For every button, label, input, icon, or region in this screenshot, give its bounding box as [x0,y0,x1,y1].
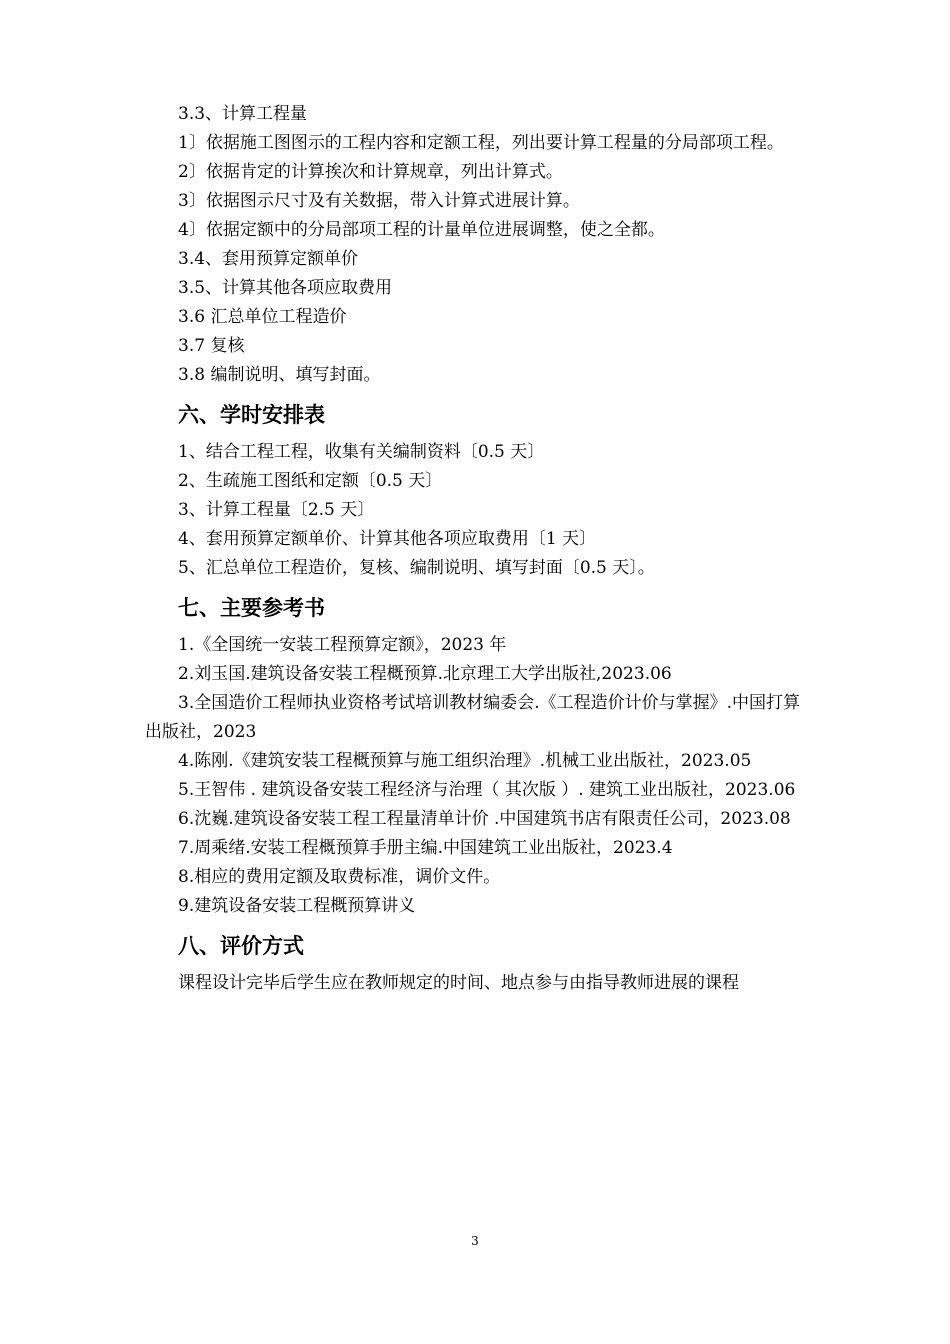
reference-item: 1.《全国统一安装工程预算定额》，2023 年 [178,635,507,655]
reference-item: 5.王智伟 . 建筑设备安装工程经济与治理（ 其次版 ）. 建筑工业出版社，2023.06 [178,780,796,800]
reference-item: 3.全国造价工程师执业资格考试培训教材编委会.《工程造价计价与掌握》.中国打算出版社，2023 [145,693,801,742]
section-title-evaluation: 八、评价方式 [178,934,304,958]
document-page [145,100,810,998]
reference-item: 6.沈巍.建筑设备安装工程工程量清单计价 .中国建筑书店有限责任公司，2023.08 [178,809,791,829]
evaluation-text: 课程设计完毕后学生应在教师规定的时间、地点参与由指导教师进展的课程 [178,973,739,993]
schedule-item: 4、套用预算定额单价、计算其他各项应取费用〔1 天〕 [178,529,597,549]
step-item: 3〕依据图示尺寸及有关数据，带入计算式进展计算。 [178,191,580,211]
reference-item: 8.相应的费用定额及取费标准，调价文件。 [178,867,501,887]
reference-item: 9.建筑设备安装工程概预算讲义 [178,896,416,916]
schedule-item: 5、汇总单位工程造价，复核、编制说明、填写封面〔0.5 天〕。 [178,558,655,578]
section-title-schedule: 六、学时安排表 [178,403,325,427]
reference-item: 2.刘玉国.建筑设备安装工程概预算.北京理工大学出版社,2023.06 [178,664,672,684]
reference-item: 7.周乘绪.安装工程概预算手册主编.中国建筑工业出版社，2023.4 [178,838,673,858]
subsection-step: 3.6 汇总单位工程造价 [178,307,347,327]
subsection-step: 3.8 编制说明、填写封面。 [178,365,381,385]
subsection-heading: 3.3、计算工程量 [178,104,308,124]
page-number: 3 [471,1234,479,1248]
section-title-references: 七、主要参考书 [178,596,325,620]
schedule-item: 2、生疏施工图纸和定额〔0.5 天〕 [178,471,443,491]
subsection-step: 3.4、套用预算定额单价 [178,249,359,269]
schedule-item: 3、计算工程量〔2.5 天〕 [178,500,375,520]
step-item: 2〕依据肯定的计算挨次和计算规章，列出计算式。 [178,162,563,182]
subsection-step: 3.5、计算其他各项应取费用 [178,278,393,298]
schedule-item: 1、结合工程工程，收集有关编制资料〔0.5 天〕 [178,442,545,462]
reference-item: 4.陈刚.《建筑安装工程概预算与施工组织治理》.机械工业出版社，2023.05 [178,751,752,771]
subsection-step: 3.7 复核 [178,336,245,356]
step-item: 1〕依据施工图图示的工程内容和定额工程，列出要计算工程量的分局部项工程。 [178,133,784,153]
step-item: 4〕依据定额中的分局部项工程的计量单位进展调整，使之全都。 [178,220,665,240]
